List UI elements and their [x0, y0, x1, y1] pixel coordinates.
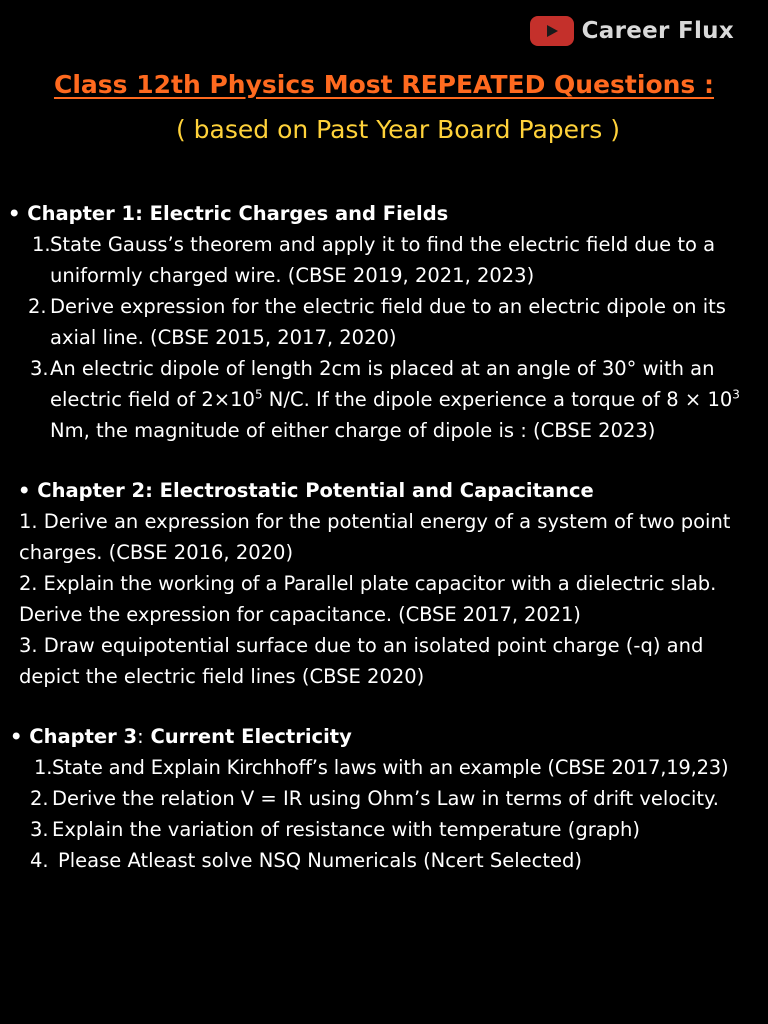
brand-name: Career Flux	[581, 18, 734, 44]
item-text: Derive the relation V = IR using Ohm’s Law in terms of drift velocity.	[52, 787, 719, 810]
list-item	[0, 752, 768, 783]
item-text-part: Nm, the magnitude of either charge of dipole is : (CBSE 2023)	[50, 419, 656, 442]
chapter-1-title: Chapter 1: Electric Charges and Fields	[27, 202, 449, 225]
chapter-3-title-b: Current Electricity	[150, 725, 352, 748]
page-subtitle: ( based on Past Year Board Papers )	[175, 115, 621, 144]
chapter-3-section	[0, 721, 768, 876]
item-text: Explain the variation of resistance with temperature (graph)	[52, 818, 641, 841]
youtube-play-icon	[530, 16, 574, 46]
list-item: 2. Explain the working of a Parallel plate capacitor with a dielectric slab. Derive the expression for capacitance. (CBSE 2017, 2021)	[19, 572, 717, 626]
item-text-part: An electric dipole of length 2cm is placed at an angle of 30° with an electric field of 2×10	[50, 357, 715, 411]
item-number: 2.	[28, 295, 47, 318]
brand	[530, 16, 734, 46]
item-text: State and Explain Kirchhoff’s laws with an example (CBSE 2017,19,23)	[52, 756, 729, 779]
chapter-3-heading	[0, 721, 768, 752]
chapter-2-section	[0, 475, 768, 692]
list-item	[0, 353, 768, 446]
bullet: •	[18, 479, 31, 502]
list-item	[0, 783, 768, 814]
item-number: 2.	[30, 787, 49, 810]
chapter-3-title-a: Chapter 3	[29, 725, 138, 748]
superscript: 5	[254, 387, 263, 402]
item-number: 1.	[34, 756, 53, 779]
bullet: •	[10, 725, 23, 748]
item-text	[50, 353, 758, 446]
item-number: 3.	[30, 357, 49, 380]
item-number: 1.	[32, 233, 51, 256]
list-item	[0, 291, 768, 353]
item-text: Derive expression for the electric field due to an electric dipole on its axial line. (CBSE 2015, 2017, 2020)	[50, 295, 726, 349]
page-title: Class 12th Physics Most REPEATED Questions :	[53, 70, 715, 99]
item-number: 3.	[30, 818, 49, 841]
chapter-2-title: Chapter 2: Electrostatic Potential and Capacitance	[37, 479, 594, 502]
item-text: State Gauss’s theorem and apply it to find the electric field due to a uniformly charged wire. (CBSE 2019, 2021, 2023)	[50, 233, 716, 287]
item-text: Please Atleast solve NSQ Numericals (Ncert Selected)	[58, 849, 582, 872]
list-item	[0, 845, 768, 876]
list-item	[0, 814, 768, 845]
list-item: 3. Draw equipotential surface due to an isolated point charge (-q) and depict the electric field lines (CBSE 2020)	[19, 634, 704, 688]
chapter-1-section	[0, 198, 768, 446]
item-number: 4.	[30, 849, 49, 872]
chapter-1-heading	[0, 198, 768, 229]
superscript: 3	[732, 387, 740, 402]
chapter-2-heading	[0, 475, 768, 506]
list-item	[0, 229, 768, 291]
item-text-part: N/C. If the dipole experience a torque of 8 × 10	[262, 388, 733, 411]
list-item: 1. Derive an expression for the potential energy of a system of two point charges. (CBSE 2016, 2020)	[19, 510, 731, 564]
chapter-3-colon: :	[137, 725, 144, 748]
bullet: •	[8, 202, 21, 225]
